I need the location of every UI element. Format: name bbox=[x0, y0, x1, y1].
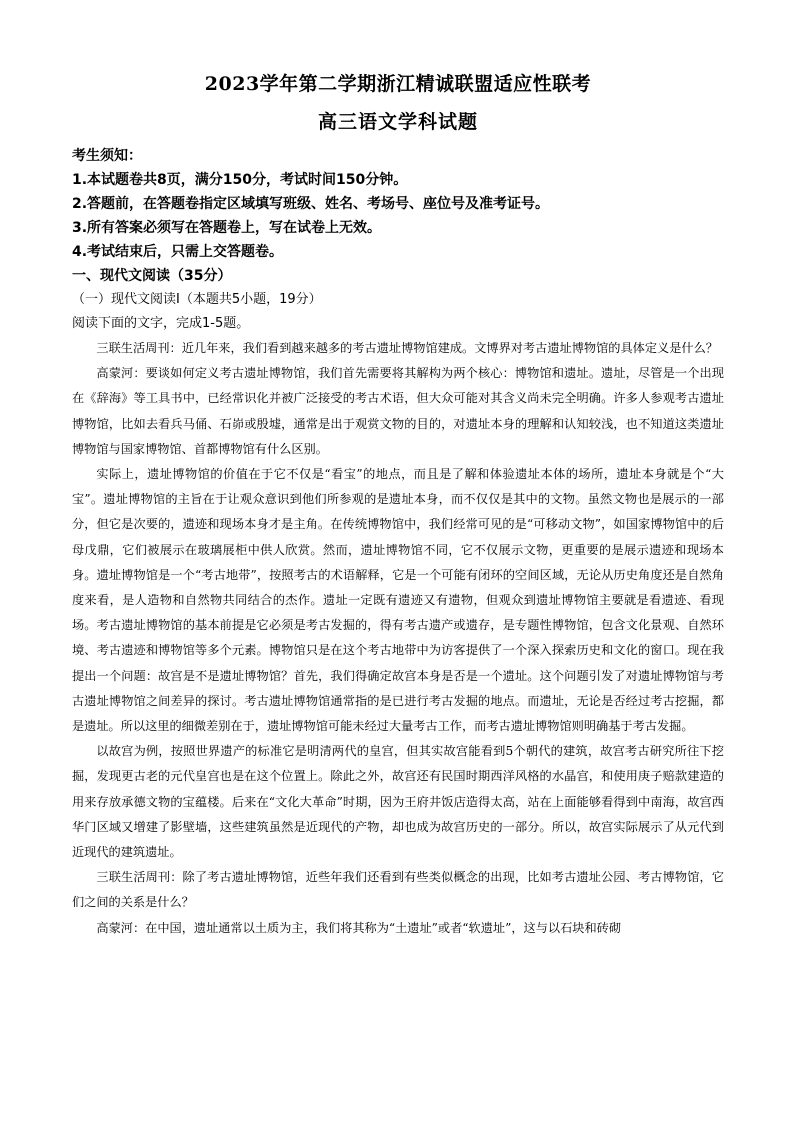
notice-heading: 考生须知： bbox=[72, 148, 142, 164]
passage-paragraph: 高蒙河：在中国，遗址通常以土质为主，我们将其称为“土遗址”或者“软遗址”，这与以石块和砖砌 bbox=[96, 920, 621, 935]
notice-item: 4.考试结束后，只需上交答题卷。 bbox=[72, 244, 284, 260]
notice-item: 1.本试题卷共8页，满分150分，考试时间150分钟。 bbox=[72, 172, 408, 188]
exam-page bbox=[72, 70, 724, 941]
passage-paragraph: 以故宫为例，按照世界遗产的标准它是明清两代的皇宫，但其实故宫能看到5个朝代的建筑，故宫考古研究所往下挖掘，发现更古老的元代皇宫也是在这个位置上。除此之外，故宫还有民国时期西洋风格的水晶宫，和使用庚子赔款建造的用来存放承德文物的宝蕴楼。后来在“文化大革命”时期，因为王府井饭店造得太高，站在上面能够看得到中南海，故宫西华门区域又增建了影壁墙，这些建筑虽然是近现代的产物，却也成为故宫历史的一部分。所以，故宫实际展示了从元代到近现代的建筑遗址。 bbox=[72, 744, 724, 860]
reading-instruction: 阅读下面的文字，完成1-5题。 bbox=[72, 316, 250, 331]
candidate-notice bbox=[72, 144, 724, 264]
reading-passage bbox=[72, 336, 724, 941]
passage-paragraph: 三联生活周刊：近几年来，我们看到越来越多的考古遗址博物馆建成。文博界对考古遗址博物馆的具体定义是什么？ bbox=[96, 341, 718, 355]
section-heading: 一、现代文阅读（35分） bbox=[72, 268, 232, 284]
exam-subtitle: 高三语文学科试题 bbox=[317, 111, 478, 133]
passage-paragraph: 三联生活周刊：除了考古遗址博物馆，近些年我们还看到有些类似概念的出现，比如考古遗址公园、考古博物馆，它们之间的关系是什么？ bbox=[72, 870, 724, 910]
passage-paragraph: 高蒙河：要谈如何定义考古遗址博物馆，我们首先需要将其解构为两个核心：博物馆和遗址。遗址，尽管是一个出现在《辞海》等工具书中，已经常识化并被广泛接受的考古术语，但大众可能对其含义尚未完全明确。许多人参观考古遗址博物馆，比如去看兵马俑、石峁或殷墟，通常是出于观赏文物的目的，对遗址本身的理解和认知较浅，也不知道这类遗址博物馆与国家博物馆、首都博物馆有什么区别。 bbox=[72, 366, 724, 456]
subsection-heading: （一）现代文阅读Ⅰ（本题共5小题，19分） bbox=[72, 292, 322, 307]
passage-paragraph: 实际上，遗址博物馆的价值在于它不仅是“看宝”的地点，而且是了解和体验遗址本体的场所，遗址本身就是个“大宝”。遗址博物馆的主旨在于让观众意识到他们所参观的是遗址本身，而不仅仅是其中的文物。虽然文物也是展示的一部分，但它是次要的，遗迹和现场本身才是主角。在传统博物馆中，我们经常可见的是“可移动文物”，如国家博物馆中的后母戊鼎，它们被展示在玻璃展柜中供人欣赏。然而，遗址博物馆不同，它不仅展示文物，更重要的是展示遗迹和现场本身。遗址博物馆是一个“考古地带”，按照考古的术语解释，它是一个可能有闭环的空间区域，无论从历史角度还是自然角度来看，是人造物和自然物共同结合的杰作。遗址一定既有遗迹又有遗物，但观众到遗址博物馆主要就是看遗迹、看现场。考古遗址博物馆的基本前提是它必须是考古发掘的，得有考古遗产或遗存，是专题性博物馆，包含文化景观、自然环境、考古遗迹和博物馆等多个元素。博物馆只是在这个考古地带中为访客提供了一个深入探索历史和文化的窗口。现在我提出一个问题：故宫是不是遗址博物馆？首先，我们得确定故宫本身是否是一个遗址。这个问题引发了对遗址博物馆与考古遗址博物馆之间差异的探讨。考古遗址博物馆通常指的是已进行考古发掘的地点。而遗址，无论是否经过考古挖掘，都是遗址。所以这里的细微差别在于，遗址博物馆可能未经过大量考古工作，而考古遗址博物馆则明确基于考古发掘。 bbox=[72, 467, 724, 734]
notice-item: 2.答题前，在答题卷指定区域填写班级、姓名、考场号、座位号及准考证号。 bbox=[72, 196, 550, 212]
exam-title: 2023学年第二学期浙江精诚联盟适应性联考 bbox=[204, 73, 592, 95]
notice-item: 3.所有答案必须写在答题卷上，写在试卷上无效。 bbox=[72, 220, 382, 236]
